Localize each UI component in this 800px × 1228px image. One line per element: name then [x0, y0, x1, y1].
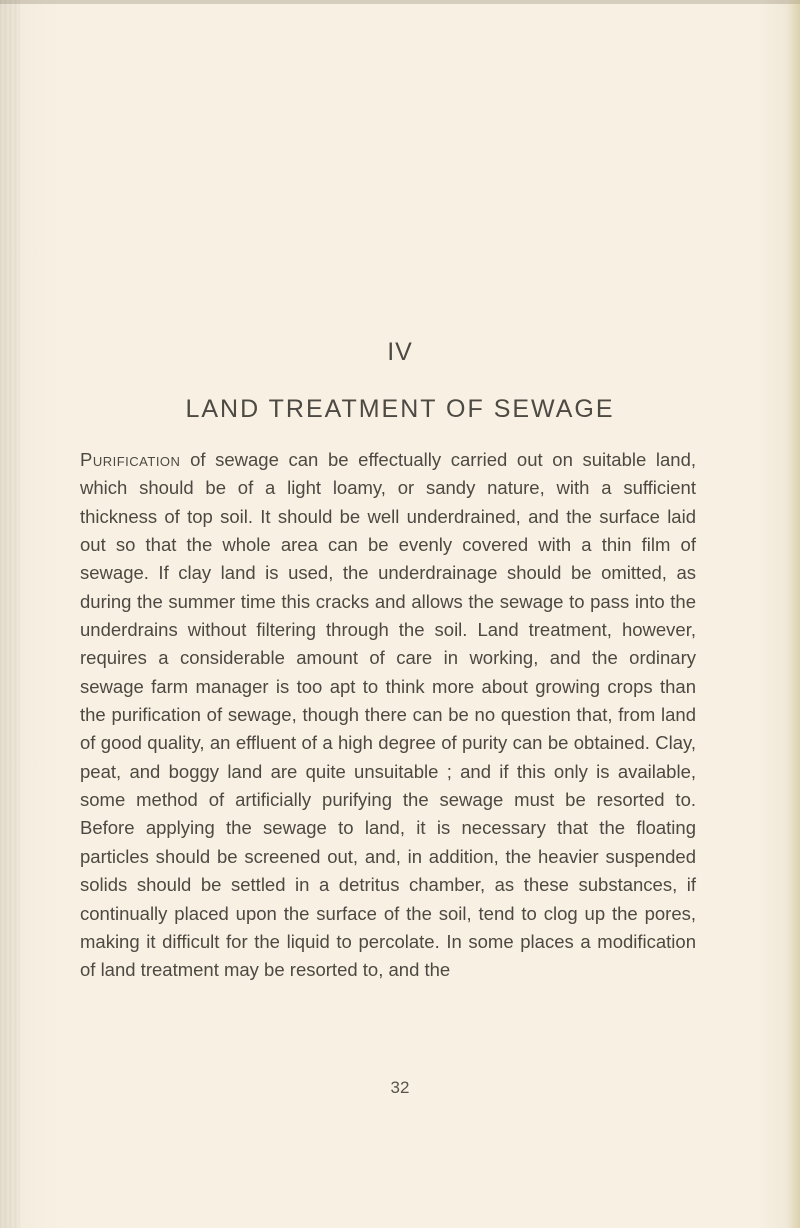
page-edge-right [786, 0, 800, 1228]
chapter-number: IV [387, 338, 413, 366]
body-paragraph [80, 446, 696, 985]
paragraph-text: of sewage can be effectually carried out on suitable land, which should be of a light loamy, or sandy nature, with a sufficient thickness of top soil. It should be well underdrained, and the surface laid out so that the whole area can be evenly covered with a thin film of sewage. If clay land is used, the underdrainage should be omitted, as during the summer time this cracks and allows the sewage to pass into the underdrains without filtering through the soil. Land treatment, however, requires a considerable amount of care in working, and the ordinary sewage farm manager is too apt to think more about growing crops than the purification of sewage, though there can be no question that, from land of good quality, an effluent of a high degree of purity can be obtained. Clay, peat, and boggy land are quite unsuitable ; and if this only is available, some method of artificially purifying the sewage must be resorted to. Before applying the sewage to land, it is necessary that the floating particles should be screened out, and, in addition, the heavier suspended solids should be settled in a detritus chamber, as these substances, if continually placed upon the surface of the soil, tend to clog up the pores, making it difficult for the liquid to percolate. In some places a modification of land treatment may be resorted to, and the [80, 449, 696, 981]
paragraph-lead-in: Purification [80, 449, 181, 470]
chapter-title: LAND TREATMENT OF SEWAGE [185, 395, 615, 423]
top-edge [0, 0, 800, 4]
page-number: 32 [390, 1078, 410, 1097]
binding-edge [0, 0, 20, 1228]
